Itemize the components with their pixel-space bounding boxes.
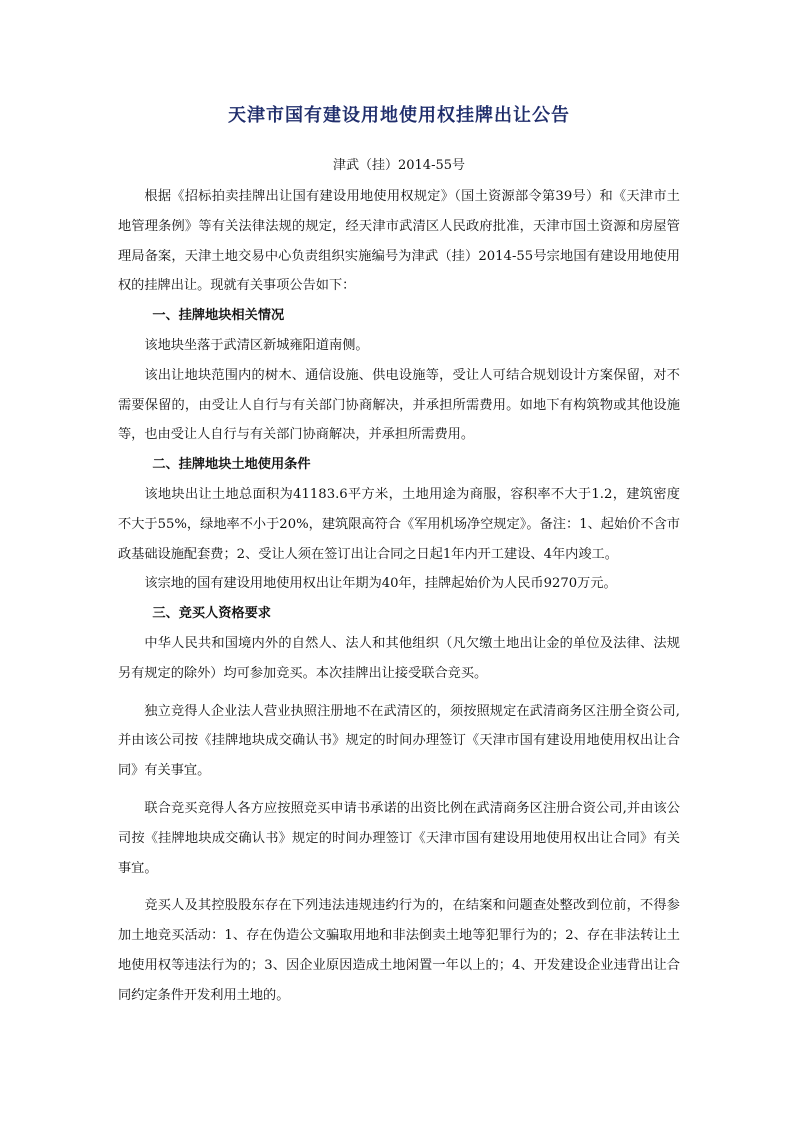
document-title: 天津市国有建设用地使用权挂牌出让公告 [228,105,570,126]
paragraph: 该出让地块范围内的树木、通信设施、供电设施等，受让人可结合规划设计方案保留，对不需要保留的，由受让人自行与有关部门协商解决，并承担所需费用。如地下有构筑物或其他设施等，也由受让人自行与有关部门协商解决，并承担所需费用。 [118,367,680,443]
paragraph: 独立竞得人企业法人营业执照注册地不在武清区的，须按照规定在武清商务区注册全资公司,并由该公司按《挂牌地块成交确认书》规定的时间办理签订《天津市国有建设用地使用权出让合同》有关事宜。 [118,703,680,779]
paragraph: 联合竞买竞得人各方应按照竞买申请书承诺的出资比例在武清商务区注册合资公司,并由该公司按《挂牌地块成交确认书》规定的时间办理签订《天津市国有建设用地使用权出让合同》有关事宜。 [118,800,680,876]
paragraph: 竞买人及其控股股东存在下列违法违规违约行为的，在结案和问题查处整改到位前，不得参加土地竞买活动：1、存在伪造公文骗取用地和非法倒卖土地等犯罪行为的；2、存在非法转让土地使用权等违法行为的；3、因企业原因造成土地闲置一年以上的；4、开发建设企业违背出让合同约定条件开发利用土地的。 [118,898,680,1003]
intro-paragraph: 根据《招标拍卖挂牌出让国有建设用地使用权规定》（国土资源部令第39号）和《天津市土地管理条例》等有关法律法规的规定，经天津市武清区人民政府批准，天津市国土资源和房屋管理局备案，天津土地交易中心负责组织实施编号为津武（挂）2014-55号宗地国有建设用地使用权的挂牌出让。现就有关事项公告如下： [118,189,680,294]
section-heading-2: 二、挂牌地块土地使用条件 [152,457,311,473]
section-heading-1: 一、挂牌地块相关情况 [152,308,285,324]
paragraph: 该宗地的国有建设用地使用权出让年期为40年，挂牌起始价为人民币9270万元。 [144,576,617,592]
paragraph: 该地块出让土地总面积为41183.6平方米，土地用途为商服，容积率不大于1.2，建筑密度不大于55%，绿地率不小于20%，建筑限高符合《军用机场净空规定》。备注：1、起始价不含市政基础设施配套费；2、受让人须在签订出让合同之日起1年内开工建设、4年内竣工。 [118,486,680,562]
document-page [118,98,680,1011]
paragraph: 该地块坐落于武清区新城雍阳道南侧。 [144,337,369,353]
section-heading-3: 三、竞买人资格要求 [152,606,271,622]
document-number: 津武（挂）2014-55号 [332,158,466,173]
paragraph: 中华人民共和国境内外的自然人、法人和其他组织（凡欠缴土地出让金的单位及法律、法规另有规定的除外）均可参加竞买。本次挂牌出让接受联合竞买。 [118,635,680,681]
